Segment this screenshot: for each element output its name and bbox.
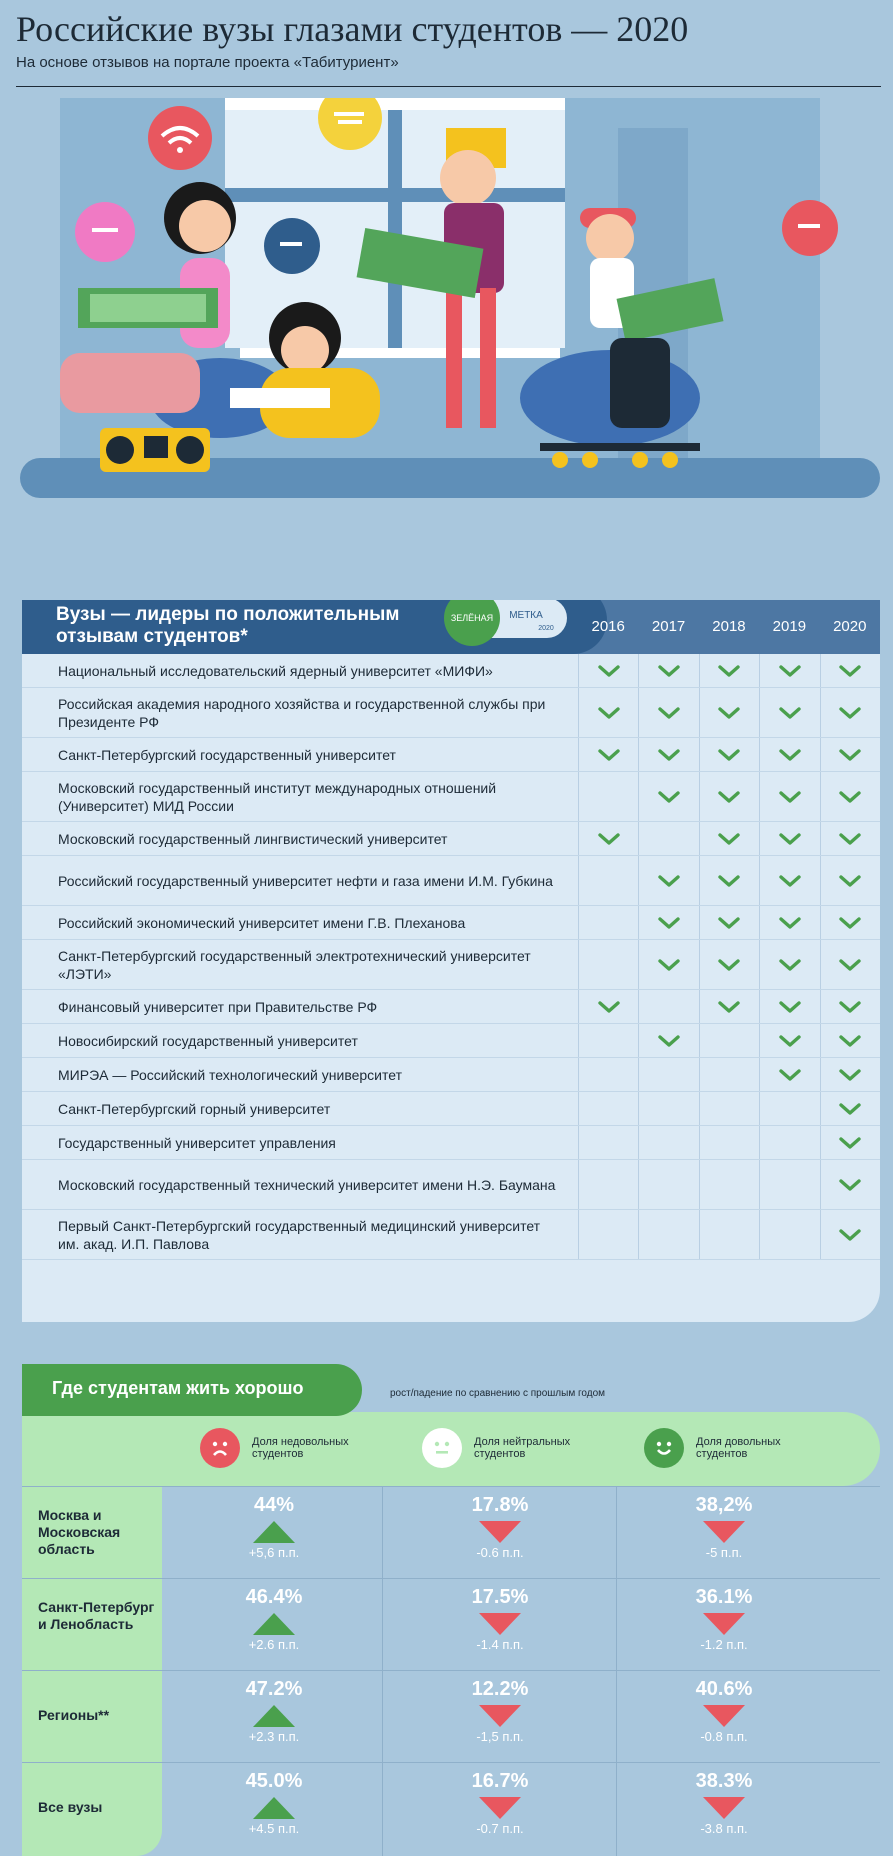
year-cell (638, 654, 698, 687)
badge-line2: МЕТКА (509, 610, 543, 621)
year-cell (638, 772, 698, 821)
year-header: 2018 (712, 618, 746, 635)
year-cell (820, 654, 880, 687)
year-cell (578, 1160, 638, 1209)
region-row (22, 1670, 880, 1765)
checkmark-icon (839, 790, 861, 804)
university-name: МИРЭА — Российский технологический университет (58, 1066, 402, 1083)
checkmark-icon (718, 916, 740, 930)
university-name: Государственный университет управления (58, 1134, 336, 1151)
checkmark-icon (658, 748, 680, 762)
stat-value: 47.2% (245, 1678, 303, 1700)
year-cell (759, 1210, 819, 1259)
checkmark-icon (779, 874, 801, 888)
table-row (22, 822, 880, 856)
stat-change: -0.6 п.п. (476, 1545, 524, 1560)
table-row (22, 1126, 880, 1160)
year-cell (699, 1024, 759, 1057)
stat-value: 16.7% (471, 1770, 529, 1792)
legend-label: Доля недовольных студентов (252, 1436, 349, 1460)
checkmark-icon (839, 1000, 861, 1014)
year-cell (820, 990, 880, 1023)
checkmark-icon (658, 916, 680, 930)
checkmark-icon (779, 1034, 801, 1048)
stat-cell (214, 1585, 334, 1653)
page-title: Российские вузы глазами студентов — 2020 (16, 9, 689, 49)
arrow-up-icon (253, 1705, 295, 1727)
region-row (22, 1578, 880, 1673)
legend-label: Доля нейтральных студентов (474, 1436, 571, 1460)
checkmark-icon (718, 706, 740, 720)
living-section (22, 1360, 880, 1856)
leaders-title: Вузы — лидеры по положительным отзывам студентов* (56, 604, 400, 647)
year-cell (699, 906, 759, 939)
checkmark-icon (839, 1034, 861, 1048)
checkmark-icon (598, 748, 620, 762)
university-name: Московский государственный технический университет имени Н.Э. Баумана (58, 1176, 556, 1193)
year-cell (578, 856, 638, 905)
checkmark-icon (839, 1228, 861, 1242)
university-name: Московский государственный лингвистический университет (58, 830, 448, 847)
checkmark-icon (658, 1034, 680, 1048)
table-row (22, 738, 880, 772)
year-cell (699, 822, 759, 855)
year-cell (699, 654, 759, 687)
checkmark-icon (839, 664, 861, 678)
stat-change: -1.4 п.п. (476, 1637, 524, 1652)
region-row (22, 1762, 880, 1856)
year-cell (820, 1024, 880, 1057)
arrow-down-icon (479, 1797, 521, 1819)
year-cell (638, 688, 698, 737)
year-cell (578, 772, 638, 821)
stat-cell (440, 1493, 560, 1561)
stat-cell (214, 1677, 334, 1745)
checkmark-icon (718, 874, 740, 888)
year-cell (638, 1024, 698, 1057)
legend-label: Доля довольных студентов (696, 1436, 781, 1460)
checkmark-icon (718, 790, 740, 804)
checkmark-icon (839, 706, 861, 720)
year-cell (759, 940, 819, 989)
year-cell (759, 772, 819, 821)
year-cell (820, 688, 880, 737)
year-cell (820, 1210, 880, 1259)
year-cell (699, 1092, 759, 1125)
year-cell (578, 906, 638, 939)
table-row (22, 688, 880, 738)
table-row (22, 772, 880, 822)
year-cell (699, 738, 759, 771)
year-cell (638, 906, 698, 939)
checkmark-icon (718, 664, 740, 678)
year-cell (699, 1058, 759, 1091)
checkmark-icon (598, 706, 620, 720)
arrow-down-icon (479, 1705, 521, 1727)
stat-cell (664, 1493, 784, 1561)
year-cell (638, 1058, 698, 1091)
arrow-up-icon (253, 1613, 295, 1635)
university-name: Российская академия народного хозяйства и государственной службы при Президенте РФ (58, 695, 546, 730)
arrow-down-icon (479, 1521, 521, 1543)
table-row (22, 856, 880, 906)
header-divider (16, 86, 881, 87)
year-cell (699, 940, 759, 989)
year-cell (759, 738, 819, 771)
checkmark-icon (598, 832, 620, 846)
checkmark-icon (658, 958, 680, 972)
year-cell (820, 1092, 880, 1125)
green-mark-badge (442, 600, 572, 648)
leaders-table-header (22, 600, 880, 654)
stat-value: 45.0% (245, 1770, 303, 1792)
year-cell (759, 1024, 819, 1057)
year-cell (759, 1058, 819, 1091)
table-row (22, 654, 880, 688)
year-cell (699, 772, 759, 821)
checkmark-icon (779, 1068, 801, 1082)
checkmark-icon (779, 832, 801, 846)
table-row (22, 1160, 880, 1210)
year-cell (699, 688, 759, 737)
year-cell (699, 856, 759, 905)
year-cell (578, 1210, 638, 1259)
year-columns (578, 610, 880, 644)
year-header: 2016 (591, 618, 625, 635)
checkmark-icon (779, 916, 801, 930)
region-name: Москва и Московская область (38, 1507, 121, 1557)
year-cell (578, 822, 638, 855)
university-name: Финансовый университет при Правительстве РФ (58, 998, 378, 1015)
stat-value: 12.2% (471, 1678, 529, 1700)
year-cell (638, 738, 698, 771)
growth-note: рост/падение по сравнению с прошлым годом (390, 1388, 606, 1399)
checkmark-icon (839, 1068, 861, 1082)
year-cell (578, 688, 638, 737)
year-cell (638, 940, 698, 989)
university-name: Санкт-Петербургский государственный университет (58, 746, 396, 763)
region-row (22, 1486, 880, 1581)
table-row (22, 1024, 880, 1058)
arrow-down-icon (479, 1613, 521, 1635)
stat-change: -0.7 п.п. (476, 1821, 524, 1836)
university-name: Российский экономический университет имени Г.В. Плеханова (58, 914, 466, 931)
stat-change: -5 п.п. (705, 1545, 743, 1560)
stat-cell (440, 1769, 560, 1837)
stat-cell (440, 1677, 560, 1745)
university-name: Санкт-Петербургский государственный электротехнический университет «ЛЭТИ» (58, 947, 531, 982)
arrow-down-icon (703, 1797, 745, 1819)
year-header: 2017 (651, 618, 686, 635)
legend-neutral (422, 1426, 584, 1470)
year-cell (638, 1210, 698, 1259)
legend-dissatisfied (200, 1426, 362, 1470)
stat-cell (214, 1769, 334, 1837)
year-header: 2019 (772, 618, 807, 635)
stat-change: +2.6 п.п. (248, 1637, 300, 1652)
year-cell (820, 1058, 880, 1091)
year-cell (820, 856, 880, 905)
checkmark-icon (779, 790, 801, 804)
checkmark-icon (839, 832, 861, 846)
arrow-down-icon (703, 1521, 745, 1543)
stat-value: 46.4% (245, 1586, 303, 1608)
year-cell (578, 738, 638, 771)
stat-change: -0.8 п.п. (700, 1729, 748, 1744)
checkmark-icon (839, 1178, 861, 1192)
page-subtitle: На основе отзывов на портале проекта «Табитуриент» (16, 54, 399, 71)
year-cell (759, 990, 819, 1023)
region-name: Санкт-Петербург и Ленобласть (38, 1599, 155, 1632)
university-name: Национальный исследовательский ядерный университет «МИФИ» (58, 662, 493, 679)
arrow-up-icon (253, 1521, 295, 1543)
region-name: Регионы** (38, 1707, 110, 1723)
table-row (22, 1092, 880, 1126)
stat-change: +2.3 п.п. (248, 1729, 300, 1744)
year-cell (638, 1092, 698, 1125)
checkmark-icon (598, 1000, 620, 1014)
sad-face-icon (200, 1428, 240, 1468)
year-cell (578, 1024, 638, 1057)
checkmark-icon (839, 1136, 861, 1150)
stat-value: 44% (253, 1494, 295, 1516)
table-row (22, 1058, 880, 1092)
year-cell (699, 990, 759, 1023)
year-cell (820, 772, 880, 821)
header (0, 0, 893, 88)
happy-face-icon (644, 1428, 684, 1468)
checkmark-icon (779, 958, 801, 972)
checkmark-icon (779, 748, 801, 762)
year-cell (578, 1126, 638, 1159)
year-cell (638, 856, 698, 905)
year-cell (638, 1160, 698, 1209)
year-cell (638, 990, 698, 1023)
checkmark-icon (598, 664, 620, 678)
year-cell (759, 856, 819, 905)
stat-cell (664, 1585, 784, 1653)
checkmark-icon (839, 874, 861, 888)
stat-change: -1.2 п.п. (700, 1637, 748, 1652)
stat-change: -1,5 п.п. (476, 1729, 524, 1744)
stat-cell (214, 1493, 334, 1561)
arrow-up-icon (253, 1797, 295, 1819)
checkmark-icon (779, 1000, 801, 1014)
checkmark-icon (658, 664, 680, 678)
checkmark-icon (839, 1102, 861, 1116)
stat-change: +4.5 п.п. (248, 1821, 300, 1836)
stat-value: 38.3% (695, 1770, 753, 1792)
living-title-tab (22, 1364, 362, 1416)
arrow-down-icon (703, 1613, 745, 1635)
year-header: 2020 (833, 618, 867, 635)
students-illustration (20, 98, 880, 560)
year-cell (759, 1126, 819, 1159)
year-cell (699, 1210, 759, 1259)
year-cell (820, 1126, 880, 1159)
stat-value: 40.6% (695, 1678, 753, 1700)
university-name: Санкт-Петербургский горный университет (58, 1100, 331, 1117)
checkmark-icon (718, 958, 740, 972)
checkmark-icon (839, 958, 861, 972)
leaders-table (22, 600, 880, 1322)
badge-line1: ЗЕЛЁНАЯ (450, 613, 494, 623)
checkmark-icon (779, 664, 801, 678)
stat-change: -3.8 п.п. (700, 1821, 748, 1836)
year-cell (820, 906, 880, 939)
wifi-bubble-icon (148, 106, 212, 170)
stat-value: 17.5% (471, 1586, 529, 1608)
legend-satisfied (644, 1426, 806, 1470)
year-cell (578, 1058, 638, 1091)
year-cell (699, 1160, 759, 1209)
year-cell (578, 1092, 638, 1125)
checkmark-icon (658, 790, 680, 804)
university-rows (22, 654, 880, 1260)
region-name: Все вузы (38, 1799, 103, 1815)
badge-year: 2020 (538, 625, 554, 632)
year-cell (759, 1160, 819, 1209)
table-row (22, 1210, 880, 1260)
checkmark-icon (658, 706, 680, 720)
year-cell (638, 1126, 698, 1159)
stat-cell (664, 1677, 784, 1745)
year-cell (699, 1126, 759, 1159)
neutral-face-icon (422, 1428, 462, 1468)
year-cell (578, 654, 638, 687)
year-cell (759, 906, 819, 939)
year-cell (578, 990, 638, 1023)
university-name: Новосибирский государственный университет (58, 1032, 358, 1049)
university-name: Первый Санкт-Петербургский государственный медицинский университет им. акад. И.П. Павлова (58, 1217, 541, 1252)
stat-cell (440, 1585, 560, 1653)
checkmark-icon (839, 748, 861, 762)
stat-value: 17.8% (471, 1494, 529, 1516)
stat-cell (664, 1769, 784, 1837)
year-cell (820, 940, 880, 989)
year-cell (638, 822, 698, 855)
living-title: Где студентам жить хорошо (52, 1378, 304, 1398)
stat-value: 36.1% (695, 1586, 753, 1608)
checkmark-icon (658, 874, 680, 888)
arrow-down-icon (703, 1705, 745, 1727)
year-cell (820, 822, 880, 855)
checkmark-icon (718, 832, 740, 846)
checkmark-icon (839, 916, 861, 930)
table-row (22, 940, 880, 990)
university-name: Российский государственный университет нефти и газа имени И.М. Губкина (58, 872, 553, 889)
table-row (22, 906, 880, 940)
table-row (22, 990, 880, 1024)
checkmark-icon (718, 1000, 740, 1014)
university-name: Московский государственный институт международных отношений (Университет) МИД России (58, 779, 497, 814)
year-cell (759, 822, 819, 855)
year-cell (820, 1160, 880, 1209)
year-cell (759, 688, 819, 737)
stat-change: +5,6 п.п. (248, 1545, 300, 1560)
stat-value: 38,2% (695, 1494, 753, 1516)
year-cell (820, 738, 880, 771)
year-cell (759, 654, 819, 687)
year-cell (759, 1092, 819, 1125)
checkmark-icon (779, 706, 801, 720)
year-cell (578, 940, 638, 989)
checkmark-icon (718, 748, 740, 762)
